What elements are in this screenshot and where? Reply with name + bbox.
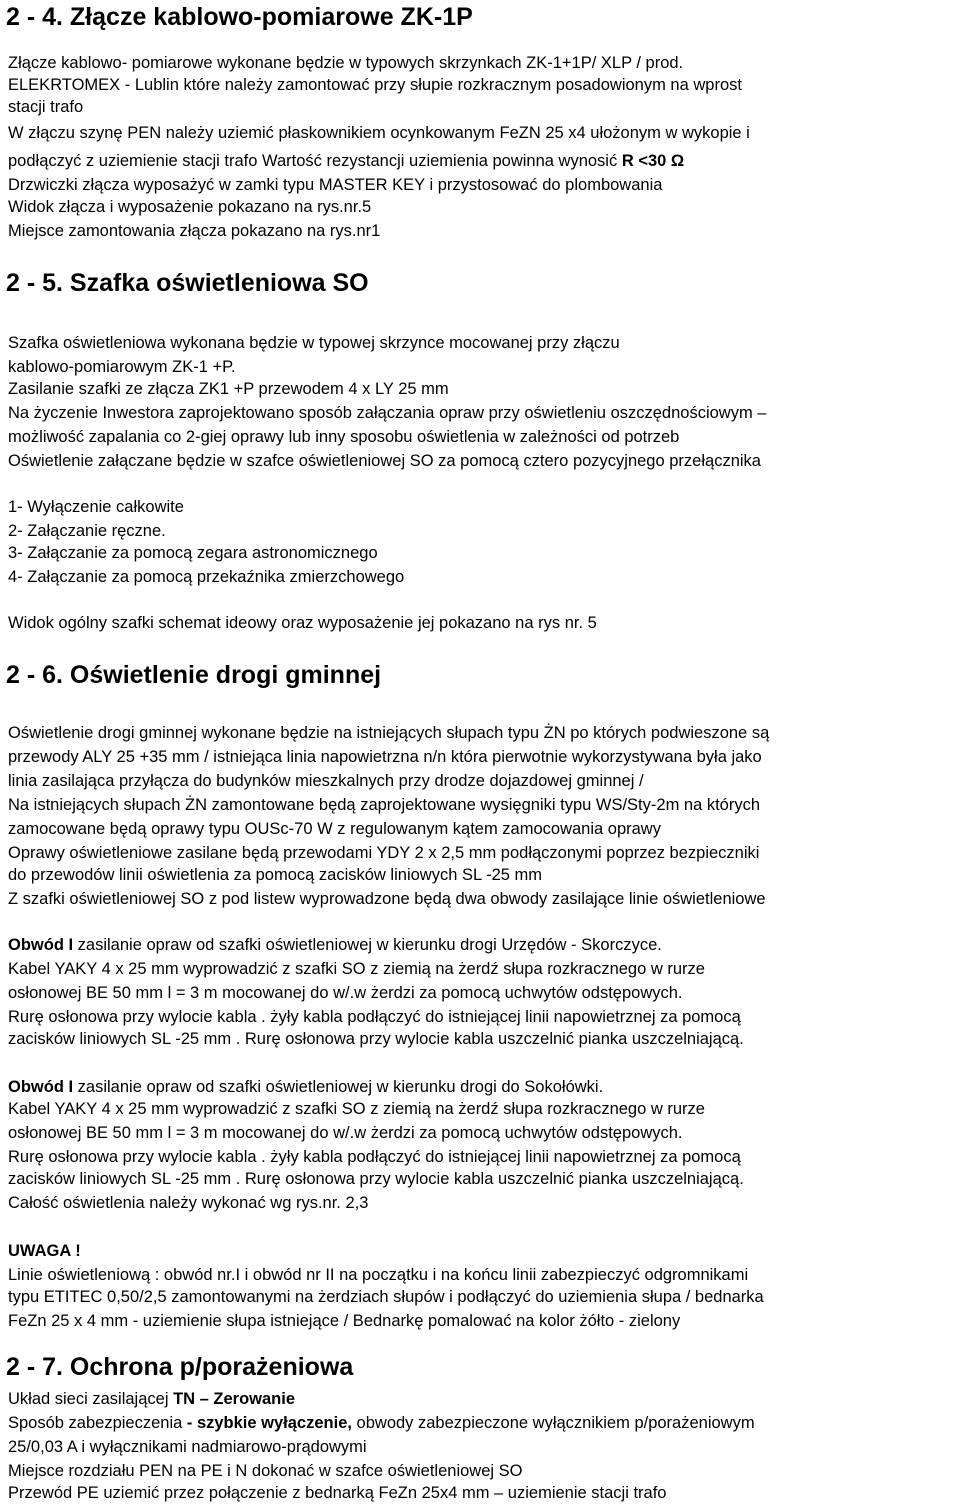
section-2-7-heading: 2 - 7. Ochrona p/porażeniowa — [6, 1353, 354, 1381]
s26-line-1: Oświetlenie drogi gminnej wykonane będzie na istniejących słupach typu ŻN po których podwieszone są — [8, 724, 770, 742]
s27-line-4: Miejsce rozdziału PEN na PE i N dokonać w szafce oświetleniowej SO — [8, 1462, 523, 1480]
circuit-2-desc: zasilanie opraw od szafki oświetleniowej w kierunku drogi do Sokołówki. — [73, 1078, 604, 1096]
circuit-2-line-5: Całość oświetlenia należy wykonać wg rys.nr. 2,3 — [8, 1194, 369, 1212]
s27-line-2-rest: obwody zabezpieczone wyłącznikiem p/porażeniowym — [351, 1414, 755, 1432]
protection-method: - szybkie wyłączenie, — [186, 1414, 352, 1432]
circuit-1-line-1: Kabel YAKY 4 x 25 mm wyprowadzić z szafki SO z ziemią na żerdź słupa rozkracznego w rurze — [8, 960, 705, 978]
s24-line-4: W złączu szynę PEN należy uziemić płaskownikiem ocynkowanym FeZN 25 x4 ułożonym w wykopie i — [8, 124, 750, 142]
circuit-2-title — [8, 1076, 603, 1098]
circuit-1-desc: zasilanie opraw od szafki oświetleniowej w kierunku drogi Urzędów - Skorczyce. — [73, 936, 662, 954]
s25-line-3: Zasilanie szafki ze złącza ZK1 +P przewodem 4 x LY 25 mm — [8, 380, 449, 398]
s27-line-3: 25/0,03 A i wyłącznikami nadmiarowo-prądowymi — [8, 1438, 367, 1456]
s26-line-3: linia zasilająca przyłącza do budynków mieszkalnych przy drodze dojazdowej gminnej / — [8, 772, 644, 790]
s26-line-8: Z szafki oświetleniowej SO z pod listew wyprowadzone będą dwa obwody zasilające linie oświetleniowe — [8, 890, 766, 908]
s25-list-item-2: 2- Załączanie ręczne. — [8, 522, 166, 540]
s25-line-1: Szafka oświetleniowa wykonana będzie w typowej skrzynce mocowanej przy złączu — [8, 334, 620, 352]
s25-list-item-4: 4- Załączanie za pomocą przekaźnika zmierzchowego — [8, 568, 405, 586]
s27-line-5: Przewód PE uziemić przez połączenie z bednarką FeZn 25x4 mm – uziemienie stacji trafo — [8, 1484, 667, 1502]
s25-list-item-3: 3- Załączanie za pomocą zegara astronomicznego — [8, 544, 378, 562]
s26-line-4: Na istniejących słupach ŻN zamontowane będą zaprojektowane wysięgniki typu WS/Sty-2m na których — [8, 796, 761, 814]
s24-line-3: stacji trafo — [8, 98, 84, 116]
network-type: TN – Zerowanie — [173, 1390, 296, 1408]
s25-line-2: kablowo-pomiarowym ZK-1 +P. — [8, 358, 236, 376]
s27-line-2 — [8, 1412, 755, 1434]
section-2-6-heading: 2 - 6. Oświetlenie drogi gminnej — [6, 661, 382, 689]
s27-line-1 — [8, 1388, 295, 1410]
circuit-2-line-4: zacisków liniowych SL -25 mm . Rurę osłonowa przy wylocie kabla uszczelnić pianka uszczelniającą. — [8, 1170, 744, 1188]
s24-line-7: Widok złącza i wyposażenie pokazano na rys.nr.5 — [8, 198, 372, 216]
circuit-1-line-4: zacisków liniowych SL -25 mm . Rurę osłonowa przy wylocie kabla uszczelnić pianka uszczelniającą. — [8, 1030, 744, 1048]
warning-line-2: typu ETITEC 0,50/2,5 zamontowanymi na żerdziach słupów i podłączyć do uziemienia słupa / bednarka — [8, 1288, 764, 1306]
s24-line-1: Złącze kablowo- pomiarowe wykonane będzie w typowych skrzynkach ZK-1+1P/ XLP / prod. — [8, 54, 684, 72]
s25-list-item-1: 1- Wyłączenie całkowite — [8, 498, 184, 516]
circuit-2-line-1: Kabel YAKY 4 x 25 mm wyprowadzić z szafki SO z ziemią na żerdź słupa rozkracznego w rurze — [8, 1100, 705, 1118]
circuit-1-line-3: Rurę osłonowa przy wylocie kabla . żyły kabla podłączyć do istniejącej linii napowietrznej za pomocą — [8, 1008, 741, 1026]
s25-line-6: Oświetlenie załączane będzie w szafce oświetleniowej SO za pomocą cztero pozycyjnego przełącznika — [8, 452, 761, 470]
circuit-1-title — [8, 934, 662, 956]
s24-line-8: Miejsce zamontowania złącza pokazano na rys.nr1 — [8, 222, 381, 240]
section-2-4-heading: 2 - 4. Złącze kablowo-pomiarowe ZK-1P — [6, 3, 473, 31]
s24-line-6: Drzwiczki złącza wyposażyć w zamki typu MASTER KEY i przystosować do plombowania — [8, 176, 663, 194]
circuit-1-line-2: osłonowej BE 50 mm l = 3 m mocowanej do w/.w żerdzi za pomocą uchwytów odstępowych. — [8, 984, 683, 1002]
resistance-value: R <30 Ω — [621, 152, 685, 170]
s24-line-2: ELEKRTOMEX - Lublin które należy zamontować przy słupie rozkracznym posadowionym na wprost — [8, 76, 742, 94]
s27-line-1-prefix: Układ sieci zasilającej — [8, 1390, 174, 1408]
s25-footer: Widok ogólny szafki schemat ideowy oraz wyposażenie jej pokazano na rys nr. 5 — [8, 614, 597, 632]
s25-line-4: Na życzenie Inwestora zaprojektowano sposób załączania opraw przy oświetleniu oszczędnościowym – — [8, 404, 767, 422]
circuit-1-label: Obwód I — [8, 936, 74, 954]
s27-line-2-prefix: Sposób zabezpieczenia — [8, 1414, 187, 1432]
warning-label: UWAGA ! — [8, 1242, 81, 1260]
circuit-2-label: Obwód I — [8, 1078, 74, 1096]
s26-line-5: zamocowane będą oprawy typu OUSc-70 W z regulowanym kątem zamocowania oprawy — [8, 820, 661, 838]
circuit-2-line-3: Rurę osłonowa przy wylocie kabla . żyły kabla podłączyć do istniejącej linii napowietrznej za pomocą — [8, 1148, 741, 1166]
s26-line-7: do przewodów linii oświetlenia za pomocą zacisków liniowych SL -25 mm — [8, 866, 543, 884]
circuit-2-line-2: osłonowej BE 50 mm l = 3 m mocowanej do w/.w żerdzi za pomocą uchwytów odstępowych. — [8, 1124, 683, 1142]
s25-line-5: możliwość zapalania co 2-giej oprawy lub inny sposobu oświetlenia w zależności od potrzeb — [8, 428, 680, 446]
s26-line-2: przewody ALY 25 +35 mm / istniejąca linia napowietrzna n/n która pierwotnie wykorzystywana była jako — [8, 748, 762, 766]
s24-line-5-text: podłączyć z uziemienie stacji trafo Wartość rezystancji uziemienia powinna wynosić — [8, 152, 622, 170]
s24-line-5 — [8, 150, 684, 172]
section-2-5-heading: 2 - 5. Szafka oświetleniowa SO — [6, 269, 369, 297]
s26-line-6: Oprawy oświetleniowe zasilane będą przewodami YDY 2 x 2,5 mm podłączonymi poprzez bezpieczniki — [8, 844, 760, 862]
warning-line-3: FeZn 25 x 4 mm - uziemienie słupa istniejące / Bednarkę pomalować na kolor żółto - zielony — [8, 1312, 681, 1330]
warning-line-1: Linie oświetleniową : obwód nr.I i obwód nr II na początku i na końcu linii zabezpieczyć odgromnikami — [8, 1266, 749, 1284]
